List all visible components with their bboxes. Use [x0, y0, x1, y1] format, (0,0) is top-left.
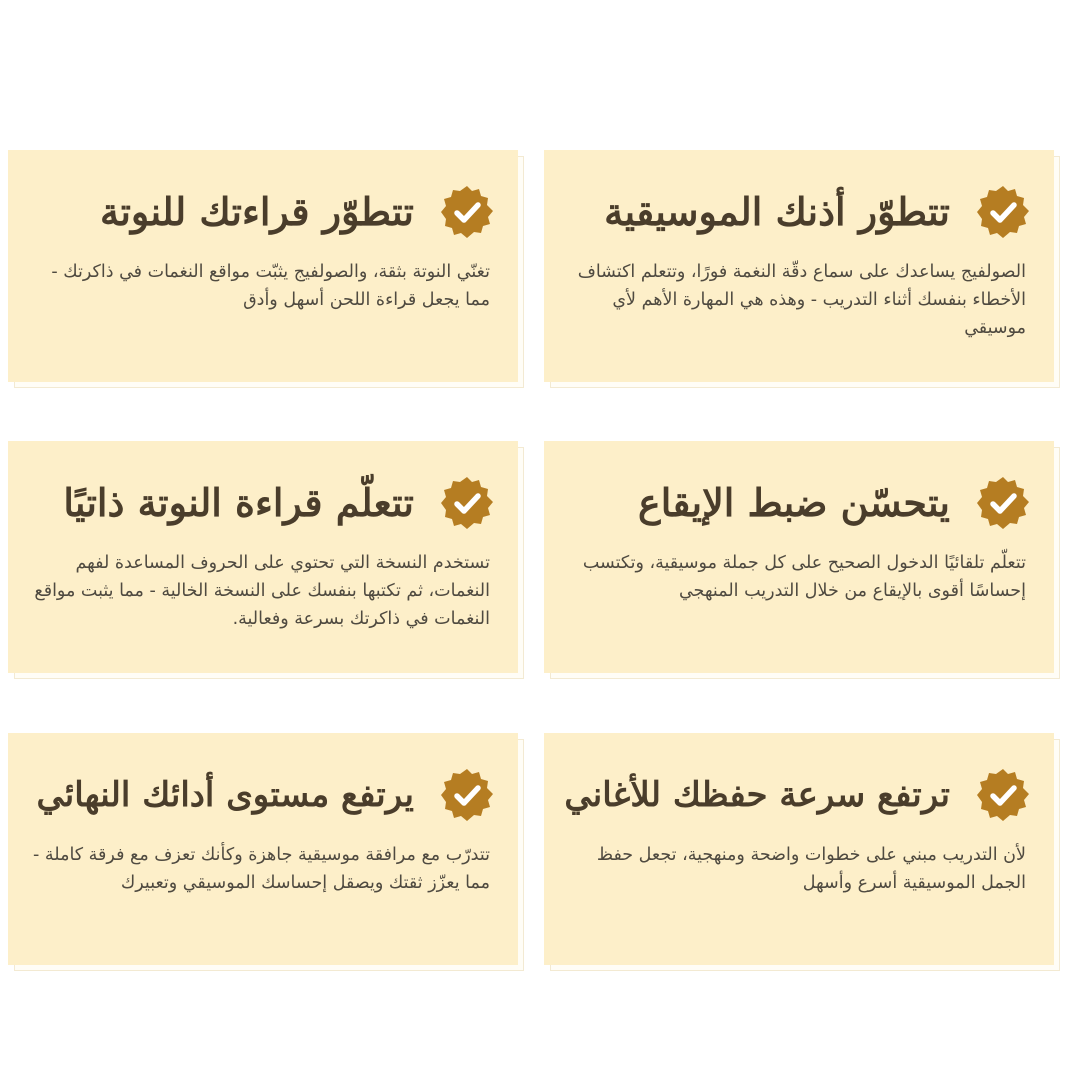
card-title: تتطوّر قراءتك للنوتة [99, 189, 414, 234]
card-title: يتحسّن ضبط الإيقاع [638, 480, 950, 525]
card-description: لأن التدريب مبني على خطوات واضحة ومنهجية، تجعل حفظ الجمل الموسيقية أسرع وأسهل [596, 845, 1026, 893]
card-title: يرتفع مستوى أدائك النهائي [36, 775, 414, 815]
card-memorization [544, 733, 1054, 965]
card-description: تتدرّب مع مرافقة موسيقية جاهزة وكأنك تعزف مع فرقة كاملة - مما يعزّز ثقتك ويصقل إحساسك الموسيقي وتعبيرك [33, 845, 490, 893]
card-self-reading [8, 441, 518, 673]
card-ear-training [544, 150, 1054, 382]
check-badge-icon [440, 476, 494, 530]
check-badge-icon [976, 476, 1030, 530]
card-note-reading [8, 150, 518, 382]
check-badge-icon [440, 768, 494, 822]
card-description: الصولفيج يساعدك على سماع دقّة النغمة فورًا، وتتعلم اكتشاف الأخطاء بنفسك أثناء التدريب - وهذه هي المهارة الأهم لأي موسيقي [577, 262, 1026, 338]
check-badge-icon [976, 768, 1030, 822]
check-badge-icon [440, 185, 494, 239]
card-title: تتعلّم قراءة النوتة ذاتيًا [63, 480, 414, 525]
card-description: تتعلّم تلقائيًا الدخول الصحيح على كل جملة موسيقية، وتكتسب إحساسًا أقوى بالإيقاع من خلال التدريب المنهجي [582, 553, 1026, 601]
card-title: ترتفع سرعة حفظك للأغاني [564, 775, 950, 815]
card-description: تستخدم النسخة التي تحتوي على الحروف المساعدة لفهم النغمات، ثم تكتبها بنفسك على النسخة الخالية - مما يثبت مواقع النغمات في ذاكرتك بسرعة وفعالية. [34, 553, 490, 629]
card-description: تغنّي النوتة بثقة، والصولفيج يثبّت مواقع النغمات في ذاكرتك - مما يجعل قراءة اللحن أسهل وأدق [51, 262, 490, 310]
card-performance [8, 733, 518, 965]
card-rhythm [544, 441, 1054, 673]
card-title: تتطوّر أذنك الموسيقية [604, 189, 950, 234]
check-badge-icon [976, 185, 1030, 239]
